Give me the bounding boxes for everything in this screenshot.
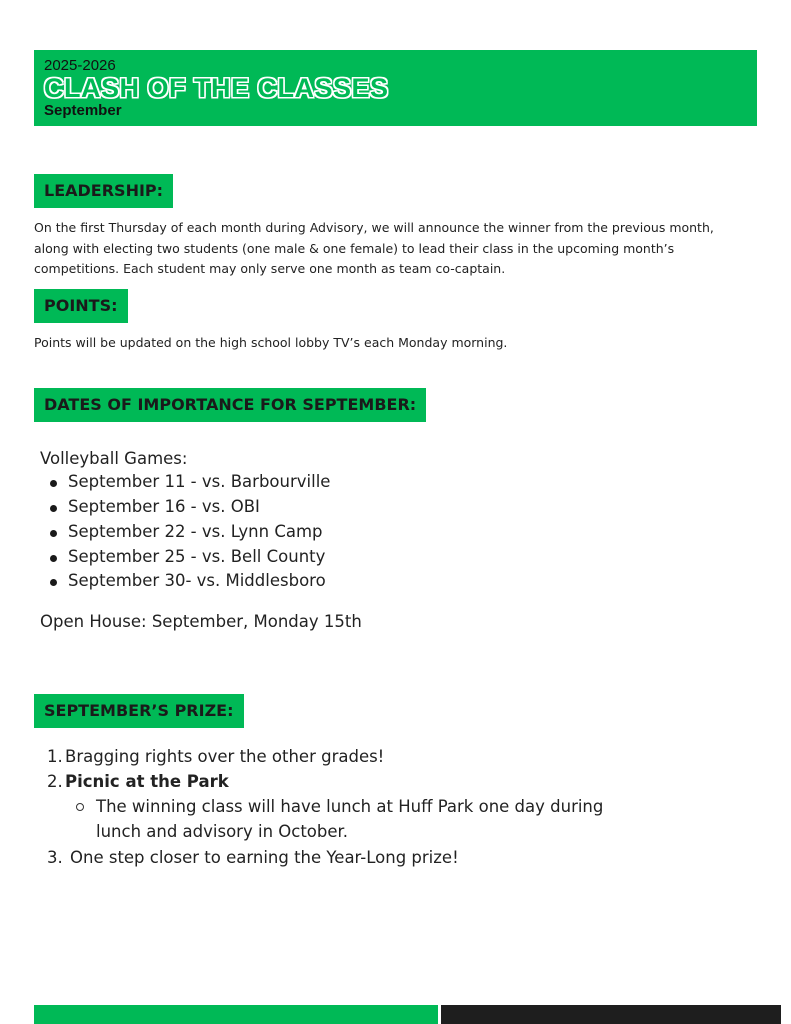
volleyball-label: Volleyball Games:	[40, 449, 188, 468]
sub-bullet-icon	[76, 803, 84, 811]
leadership-paragraph	[34, 218, 758, 280]
open-house-text: Open House: September, Monday 15th	[40, 612, 362, 631]
bullet-icon	[50, 505, 57, 512]
prize-number: 2.	[47, 772, 63, 791]
prize-heading: SEPTEMBER’S PRIZE:	[34, 694, 244, 728]
bullet-icon	[50, 530, 57, 537]
prize-number: 1.	[47, 747, 63, 766]
leadership-line: competitions. Each student may only serve one month as team co-captain.	[34, 261, 506, 276]
month-label: September	[44, 102, 122, 119]
dates-heading: DATES OF IMPORTANCE FOR SEPTEMBER:	[34, 388, 426, 422]
prize-item-text: One step closer to earning the Year-Long prize!	[70, 848, 459, 867]
footer-bar-dark	[441, 1005, 781, 1024]
page-title: CLASH OF THE CLASSES	[44, 73, 389, 103]
game-text: September 11 - vs. Barbourville	[68, 472, 331, 491]
sub-item-line: lunch and advisory in October.	[96, 822, 349, 841]
footer-bar-green	[34, 1005, 438, 1024]
prize-item-text: Picnic at the Park	[65, 772, 229, 791]
header-banner	[34, 50, 757, 126]
prize-item-text: Bragging rights over the other grades!	[65, 747, 385, 766]
points-heading: POINTS:	[34, 289, 128, 323]
bullet-icon	[50, 579, 57, 586]
points-text: Points will be updated on the high school lobby TV’s each Monday morning.	[34, 335, 508, 350]
leadership-line: On the first Thursday of each month during Advisory, we will announce the winner from the previous month,	[34, 220, 714, 235]
game-text: September 30- vs. Middlesboro	[68, 571, 326, 590]
bullet-icon	[50, 480, 57, 487]
leadership-line: along with electing two students (one male & one female) to lead their class in the upcoming month’s	[34, 240, 675, 256]
bullet-icon	[50, 555, 57, 562]
sub-item-line: The winning class will have lunch at Huff Park one day during	[96, 797, 604, 816]
leadership-heading: LEADERSHIP:	[34, 174, 173, 208]
school-year: 2025-2026	[44, 57, 116, 74]
game-text: September 16 - vs. OBI	[68, 497, 260, 516]
game-text: September 22 - vs. Lynn Camp	[68, 522, 323, 541]
game-text: September 25 - vs. Bell County	[68, 547, 326, 566]
prize-number: 3.	[47, 848, 63, 867]
